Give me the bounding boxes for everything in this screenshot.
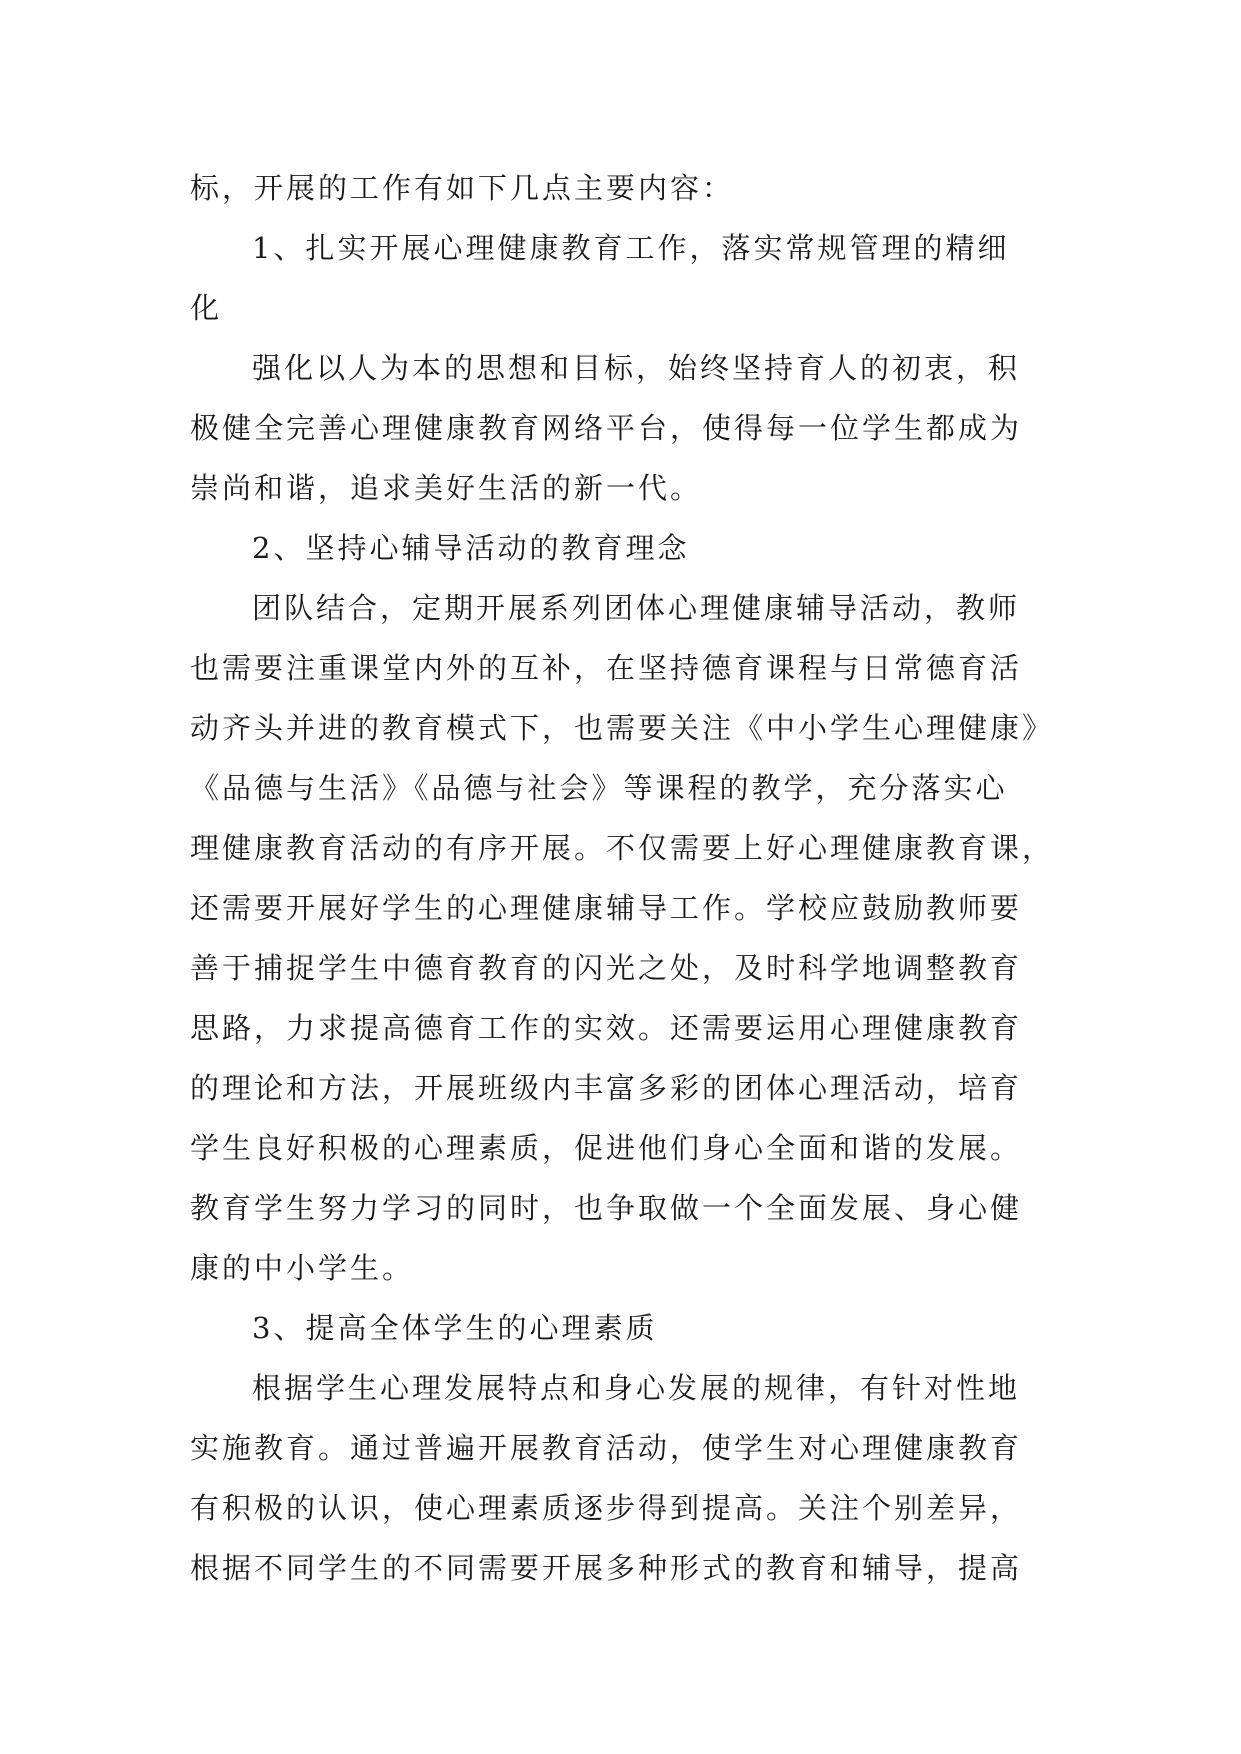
paragraph-start: 根据学生心理发展特点和身心发展的规律，有针对性地 bbox=[252, 1371, 1021, 1405]
text-line: 根据不同学生的不同需要开展多种形式的教育和辅导，提高 bbox=[190, 1551, 1023, 1585]
text-line: 也需要注重课堂内外的互补，在坚持德育课程与日常德育活 bbox=[190, 651, 1023, 685]
section-heading-1: 1、扎实开展心理健康教育工作，落实常规管理的精细 bbox=[252, 231, 1010, 265]
text-line: 有积极的认识，使心理素质逐步得到提高。关注个别差异， bbox=[190, 1491, 1023, 1525]
text-line: 教育学生努力学习的同时，也争取做一个全面发展、身心健 bbox=[190, 1191, 1023, 1225]
section-heading-3: 3、提高全体学生的心理素质 bbox=[252, 1311, 658, 1345]
text-line: 康的中小学生。 bbox=[190, 1251, 415, 1285]
paragraph-start: 强化以人为本的思想和目标，始终坚持育人的初衷，积 bbox=[252, 351, 1021, 385]
text-line: 理健康教育活动的有序开展。不仅需要上好心理健康教育课， bbox=[190, 831, 1055, 865]
text-line: 崇尚和谐，追求美好生活的新一代。 bbox=[190, 471, 703, 505]
paragraph-start: 团队结合，定期开展系列团体心理健康辅导活动，教师 bbox=[252, 591, 1021, 625]
text-line: 的理论和方法，开展班级内丰富多彩的团体心理活动，培育 bbox=[190, 1071, 1023, 1105]
text-line: 还需要开展好学生的心理健康辅导工作。学校应鼓励教师要 bbox=[190, 891, 1023, 925]
text-line: 善于捕捉学生中德育教育的闪光之处，及时科学地调整教育 bbox=[190, 951, 1023, 985]
text-line: 《品德与生活》《品德与社会》等课程的教学，充分落实心 bbox=[190, 771, 1008, 805]
section-heading-2: 2、坚持心辅导活动的教育理念 bbox=[252, 531, 690, 565]
document-body bbox=[190, 158, 1055, 1598]
text-line: 极健全完善心理健康教育网络平台，使得每一位学生都成为 bbox=[190, 411, 1023, 445]
text-line: 学生良好积极的心理素质，促进他们身心全面和谐的发展。 bbox=[190, 1131, 1023, 1165]
text-line: 实施教育。通过普遍开展教育活动，使学生对心理健康教育 bbox=[190, 1431, 1023, 1465]
text-line: 化 bbox=[190, 291, 223, 325]
text-line: 动齐头并进的教育模式下，也需要关注《中小学生心理健康》 bbox=[190, 711, 1055, 745]
text-line: 标，开展的工作有如下几点主要内容： bbox=[190, 171, 735, 205]
text-line: 思路，力求提高德育工作的实效。还需要运用心理健康教育 bbox=[190, 1011, 1023, 1045]
